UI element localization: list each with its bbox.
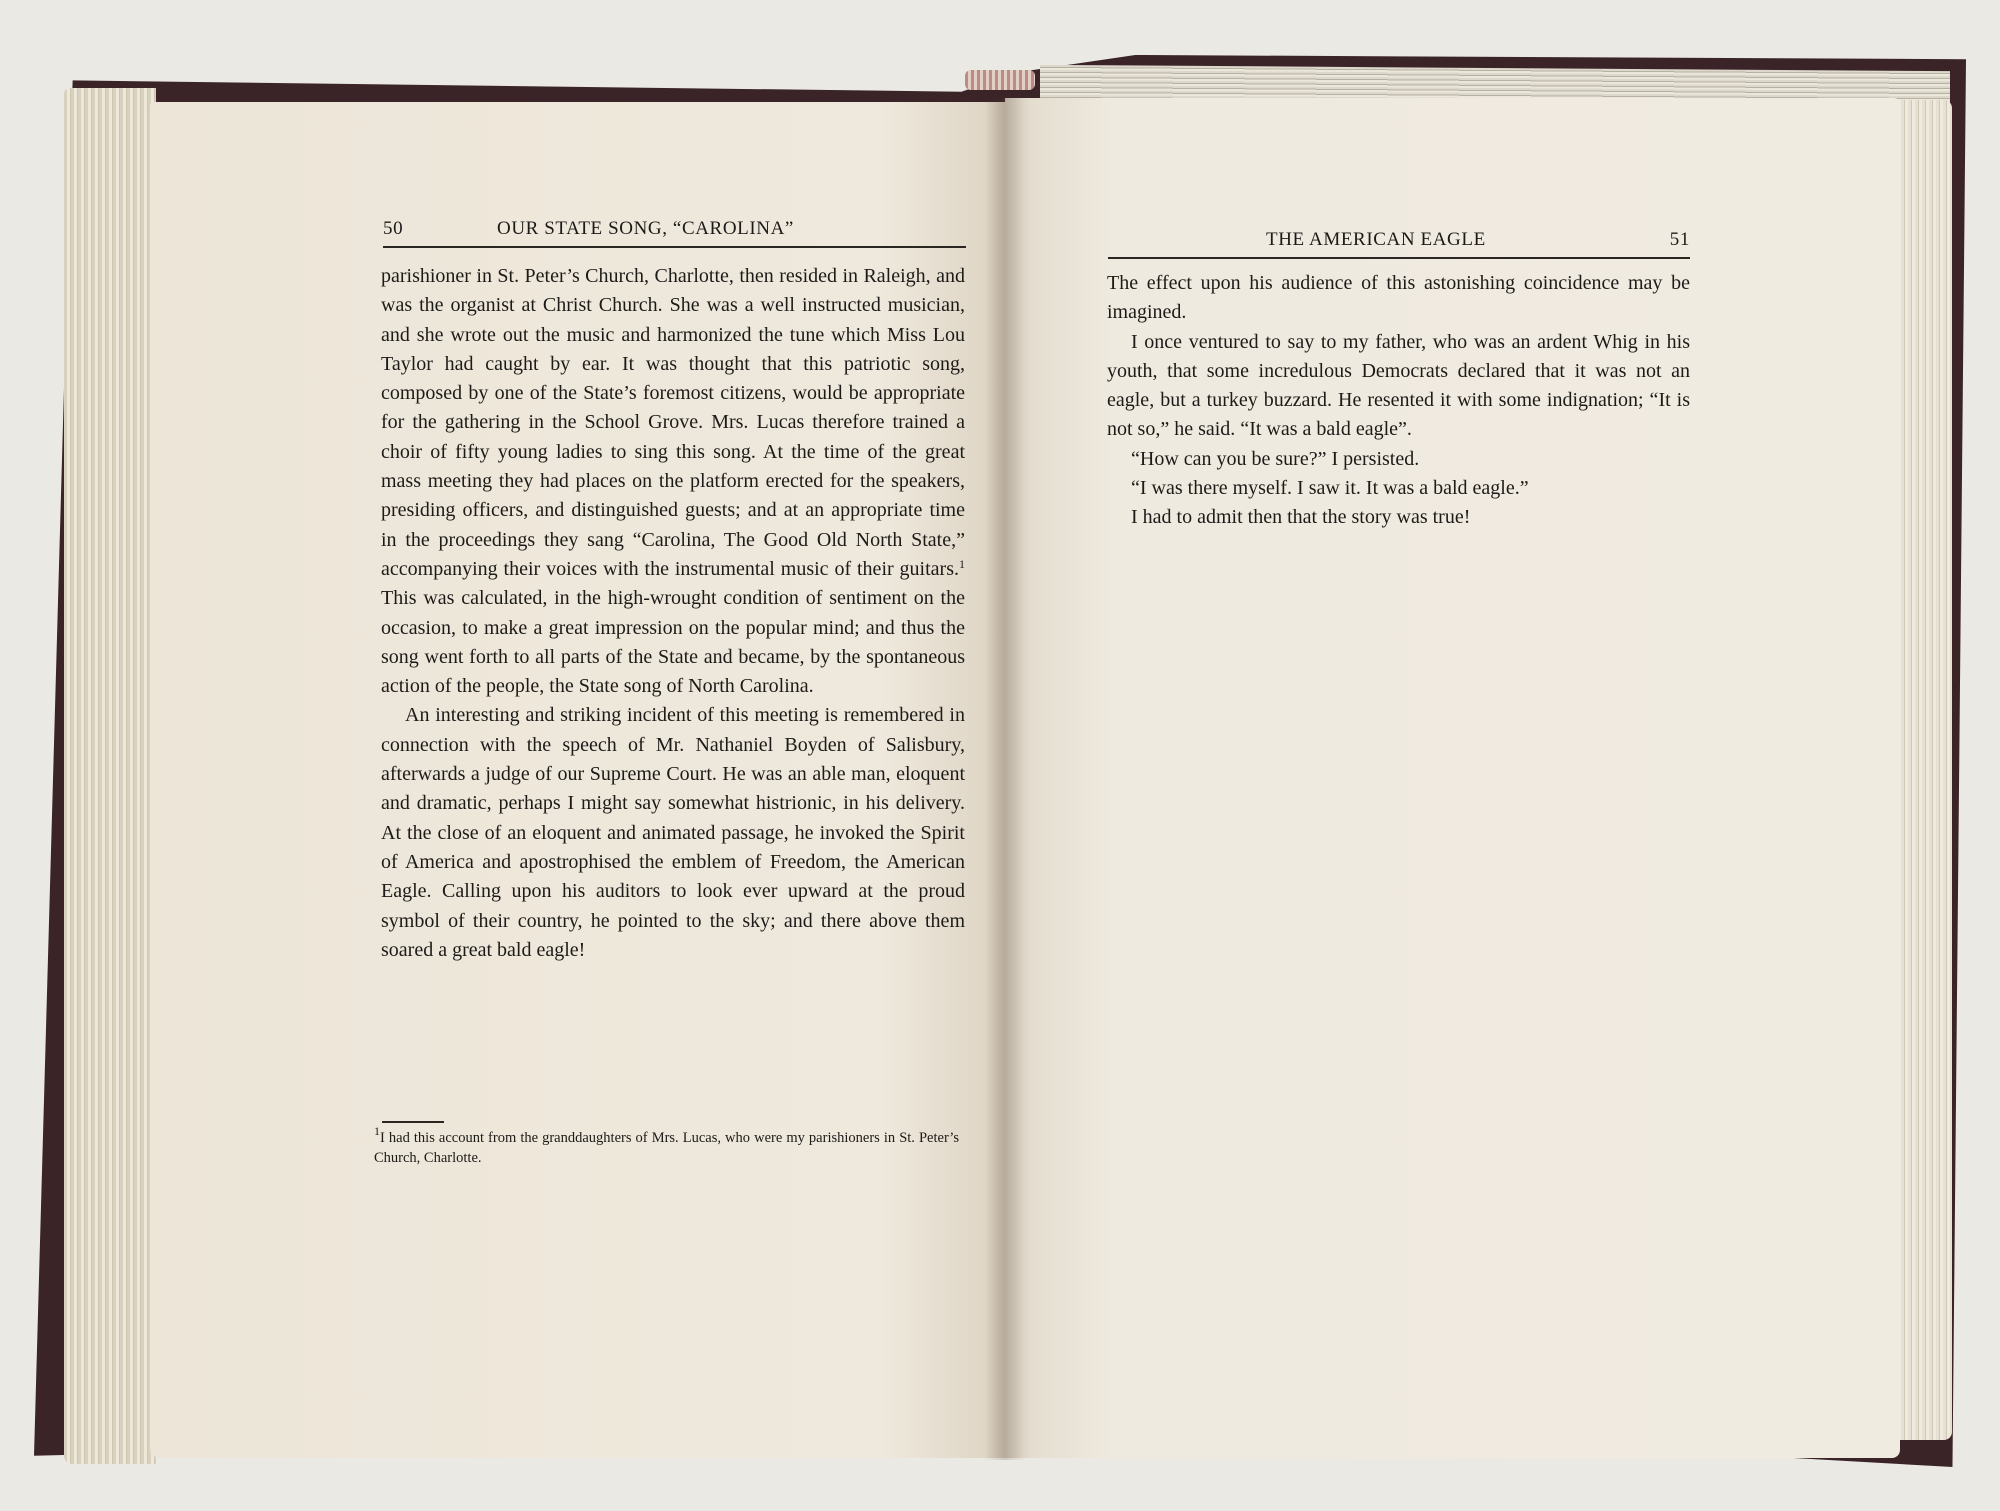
footnote-rule — [382, 1121, 444, 1123]
left-paragraph-eagle-incident: An interesting and striking incident of this meeting is remembered in connection with the speech of Mr. Nathaniel Boyden of Salisbury, afterwards a judge of our Supreme Court. He was an able man, eloquent and dramatic, perhaps I might say somewhat histrionic, in his delivery. At the close of an eloquent and animated passage, he invoked the Spirit of America and apostrophised the emblem of Freedom, the American Eagle. Calling upon his auditors to look ever upward at the proud symbol of their country, he pointed to the sky; and there above them soared a great bald eagle! — [381, 704, 965, 961]
deckle-edge-left — [64, 88, 156, 1464]
left-page-number: 50 — [383, 218, 404, 239]
right-paragraph-3: “How can you be sure?” I persisted. — [1131, 447, 1420, 470]
left-running-title: OUR STATE SONG, “CAROLINA” — [497, 218, 794, 239]
left-body-text — [381, 262, 965, 965]
right-running-title: THE AMERICAN EAGLE — [1266, 229, 1486, 250]
right-body-text — [1107, 269, 1690, 533]
right-paragraph-4: “I was there myself. I saw it. It was a bald eagle.” — [1131, 477, 1529, 500]
right-running-head — [1108, 229, 1690, 259]
headband — [965, 70, 1035, 90]
right-page-number: 51 — [1669, 229, 1690, 250]
left-paragraph-continued: parishioner in St. Peter’s Church, Charlotte, then resided in Raleigh, and was the organist at Christ Church. She was a well instructed musician, and she wrote out the music and harmonized the tune which Miss Lou Taylor had caught by ear. It was thought that this patriotic song, composed by one of the State’s foremost citizens, would be appropriate for the gathering in the School Grove. Mrs. Lucas therefore trained a choir of fifty young ladies to sing this song. At the time of the great mass meeting they had places on the platform erected for the speakers, presiding officers, and distinguished guests; and at an appropriate time in the proceedings they sang “Carolina, The Good Old North State,” accompanying their voices with the instrumental music of their guitars.$^1$ This was calculated, in the high-wrought condition of sentiment on the occasion, to make a great impression on the popular mind; and thus the song went forth to all parts of the State and became, by the spontaneous action of the people, the State song of North Carolina. — [381, 265, 965, 698]
right-paragraph-1: The effect upon his audience of this astonishing coincidence may be imagined. — [1107, 272, 1690, 324]
right-paragraph-2: I once ventured to say to my father, who was an ardent Whig in his youth, that some incredulous Democrats declared that it was not an eagle, but a turkey buzzard. He resented it with some indignation; “It is not so,” he said. “It was a bald eagle”. — [1107, 330, 1690, 441]
left-footnote: $^1$I had this account from the granddaughters of Mrs. Lucas, who were my parishioners in St. Peter’s Church, Charlotte. — [374, 1124, 959, 1166]
footnote-reference: 1 — [959, 556, 965, 571]
right-paragraph-5: I had to admit then that the story was true! — [1131, 506, 1471, 529]
left-running-head — [383, 218, 966, 248]
gutter-shadow — [985, 98, 1025, 1460]
